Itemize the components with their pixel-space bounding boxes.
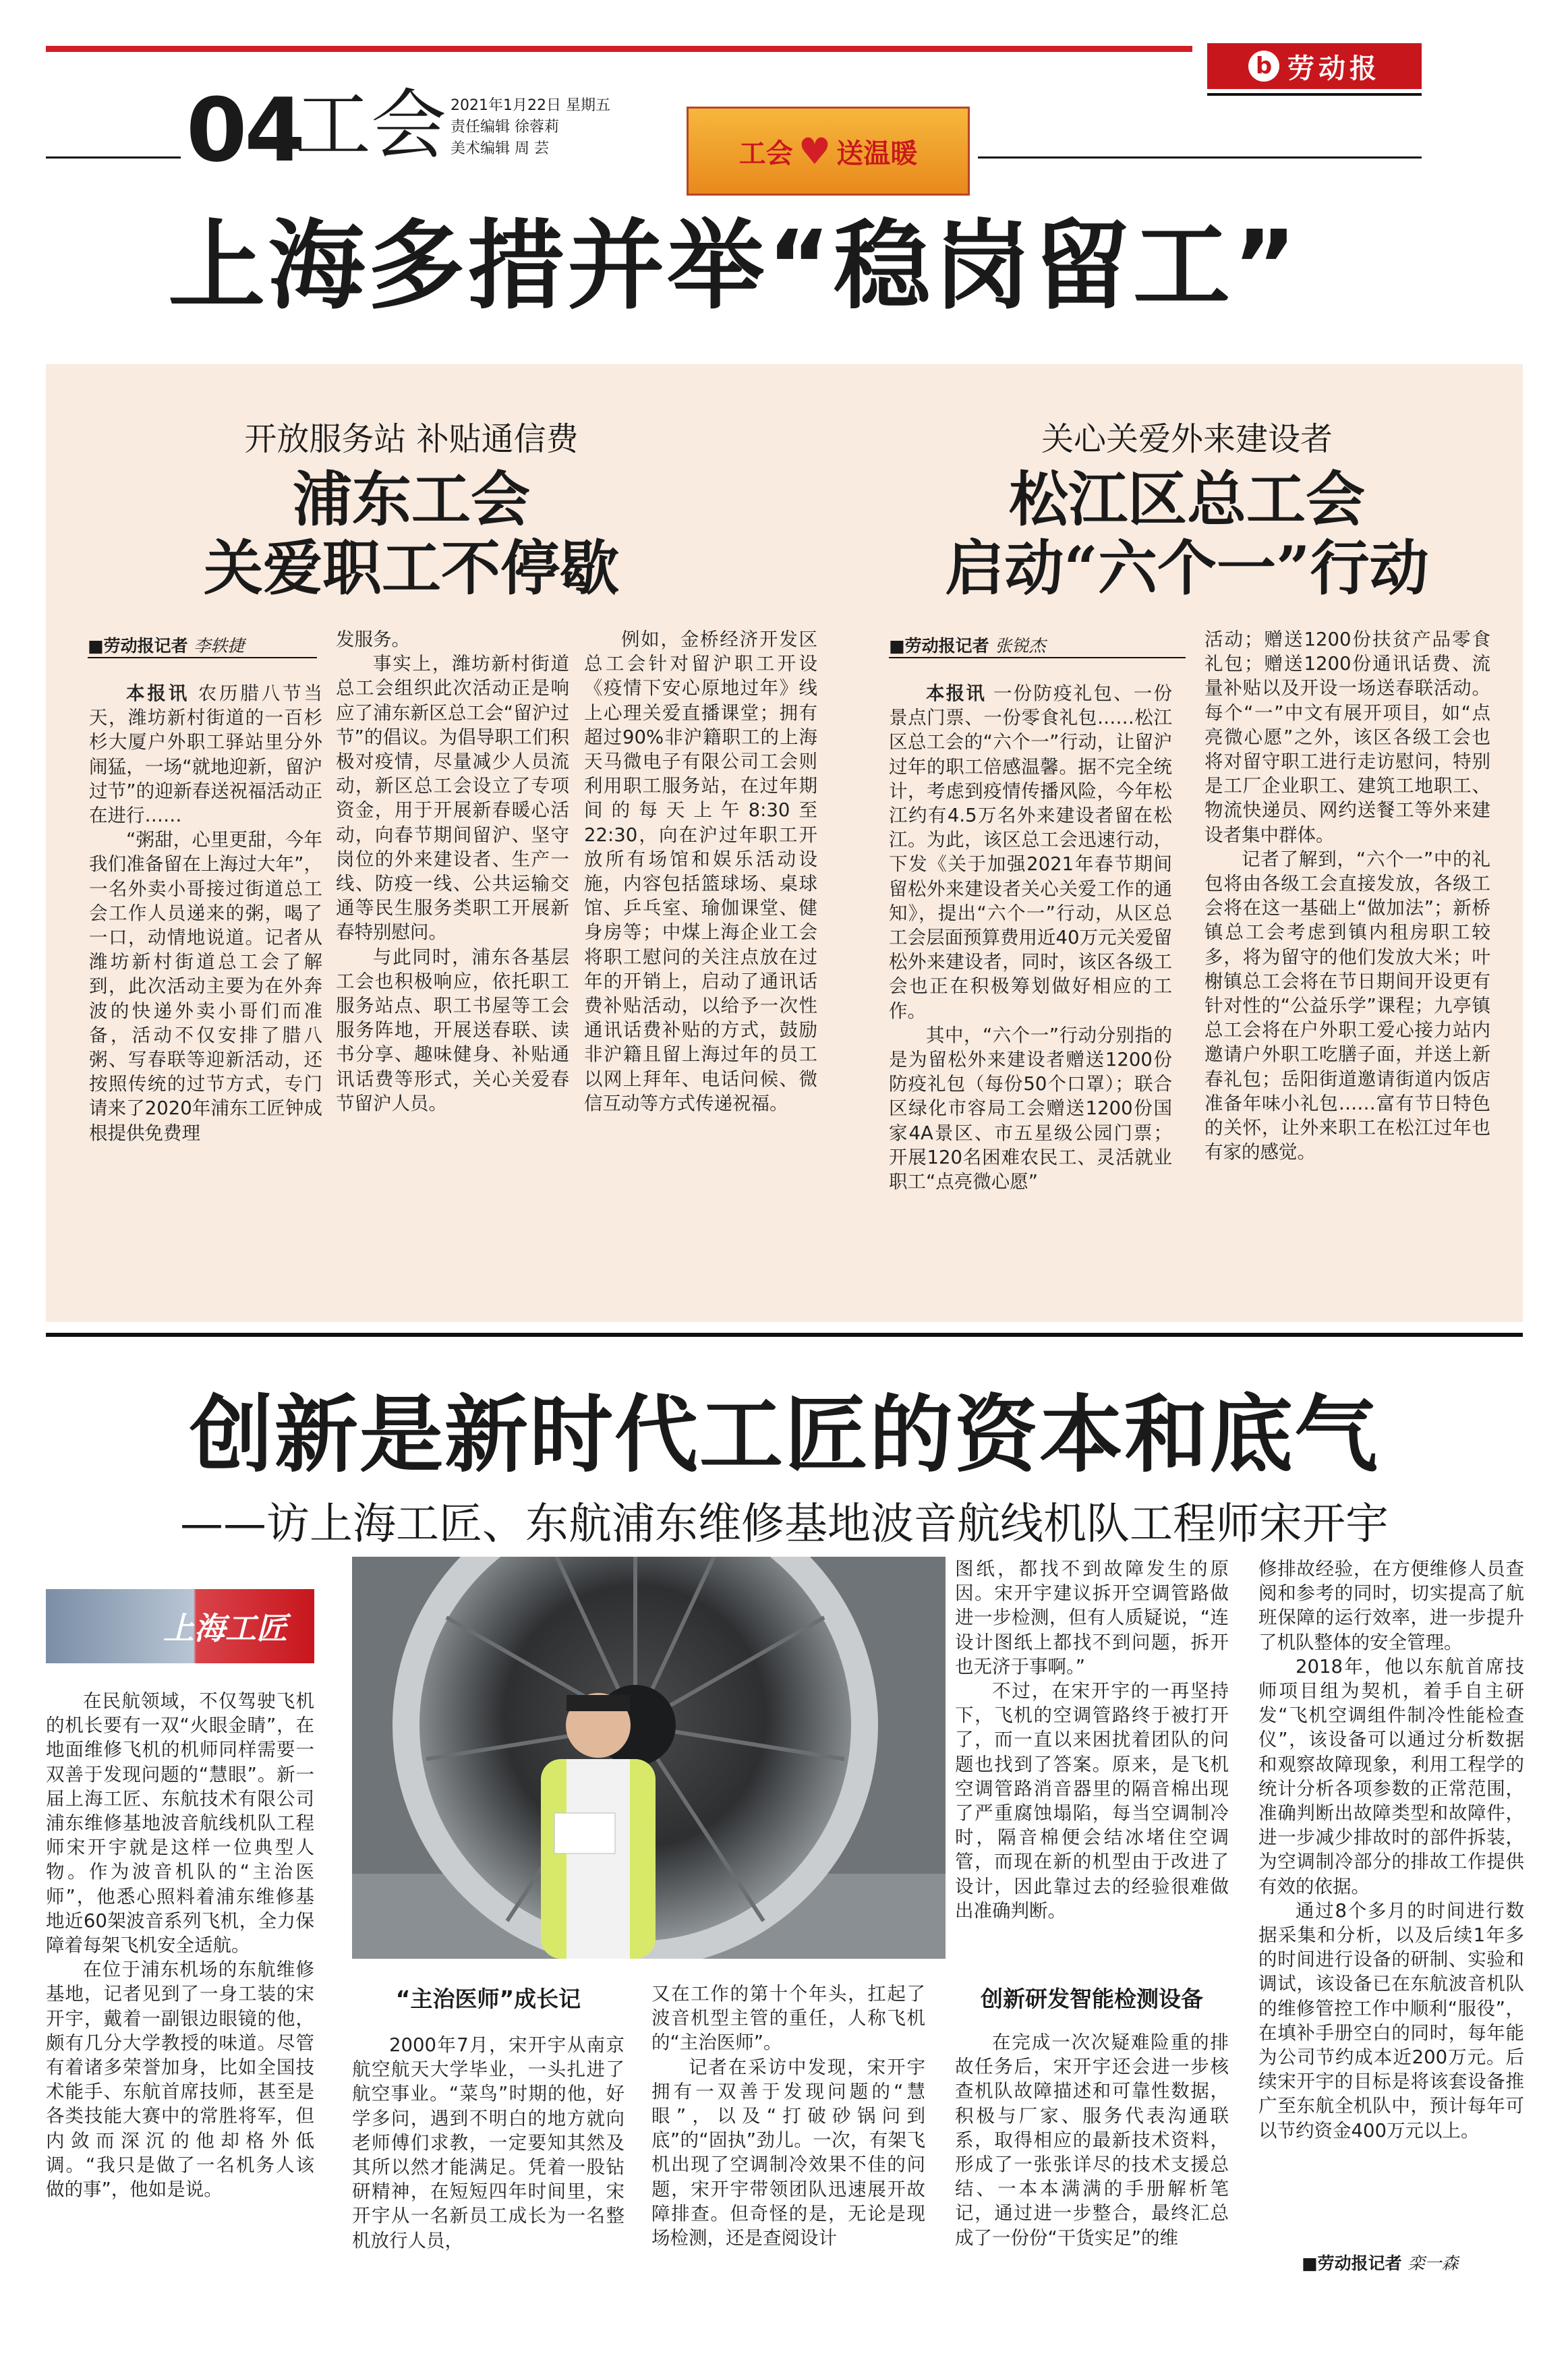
paragraph: 记者了解到，“六个一”中的礼包将由各级工会直接发放，各级工会将在这一基础上“做加法”；新桥镇总工会考虑到镇内租房职工较多，将为留守的他们发放大米；叶榭镇总工会将在节日期间开设更有针对性的“公益乐学”课程；九亭镇总工会将在户外职工爱心接力站内邀请户外职工吃膳子面，并送上新春礼包；岳阳街道邀请街道内饭店准备年味小礼包……富有节日特色的关怀，让外来职工在松江过年也有家的感觉。 <box>1204 848 1490 1163</box>
paragraph: 活动；赠送1200份扶贫产品零食礼包；赠送1200份通讯话费、流量补贴以及开设一场送春联活动。每个“一”中文有展开项目，如“点亮微心愿”之外，该区各级工会也将对留守职工进行走访慰问，特别是工厂企业职工、建筑工地职工、物流快递员、网约送餐工等外来建设者集中群体。 <box>1204 629 1490 846</box>
paragraph: 修排故经验，在方便维修人员查阅和参考的同时，切实提高了航班保障的运行效率，进一步提升了机队整体的安全管理。 <box>1258 1558 1524 1653</box>
issue-date: 2021年1月22日 星期五 <box>451 97 610 114</box>
section-name: 工会 <box>295 82 446 169</box>
right-story-title-line1: 松江区总工会 <box>1008 464 1365 534</box>
masthead-logo[interactable] <box>1207 43 1422 89</box>
dateline: 本报讯 <box>126 683 190 704</box>
paragraph: 本报讯 一份防疫礼包、一份景点门票、一份零食礼包……松江区总工会的“六个一”行动，让留沪过年的职工倍感温馨。据不完全统计，考虑到疫情传播风险，今年松江约有4.5万名外来建设者留在松江。为此，该区总工会迅速行动，下发《关于加强2021年春节期间留松外来建设者关心关爱工作的通知》，提出“六个一”行动，从区总工会层面预算费用近40万元关爱留松外来建设者，同时，该区各级工会也正在积极筹划做好相应的工作。 <box>889 683 1172 1022</box>
feature-col4-top <box>955 1557 1229 1960</box>
masthead-label: 劳动报 <box>1287 52 1381 84</box>
right-story-kicker: 关心关爱外来建设者 <box>1041 420 1333 458</box>
badge-label-left: 工会 <box>738 138 793 169</box>
section-divider <box>46 1333 1523 1337</box>
right-story-col2 <box>1204 627 1490 1302</box>
byline-rule <box>889 657 1186 658</box>
column-badge-label: 上海工匠 <box>163 1610 287 1646</box>
right-story-col1 <box>889 681 1172 1302</box>
feature-col2-heading: “主治医师”成长记 <box>395 1986 581 2012</box>
byline-label: ■劳动报记者 <box>889 636 989 656</box>
paragraph: 在位于浦东机场的东航维修基地，记者见到了一身工装的宋开宇，戴着一副银边眼镜的他，颇有几分大学教授的味道。尽管有着诸多荣誉加身，比如全国技术能手、东航首席技师，甚至是各类技能大赛中的常胜将军，但内敛而深沉的他却格外低调。“我只是做了一名机务人该做的事”，他如是说。 <box>46 1959 314 2201</box>
paragraph: 记者在采访中发现，宋开宇拥有一双善于发现问题的“慧眼”，以及“打破砂锅问到底”的“固执”劲儿。一次，有架飞机出现了空调制冷效果不佳的问题，宋开宇带领团队迅速展开故障排查。但奇怪的是，无论是现场检测，还是查阅设计 <box>651 2056 925 2249</box>
paragraph: 例如，金桥经济开发区总工会针对留沪职工开设《疫情下安心原地过年》线上心理关爱直播课堂；拥有超过90%非沪籍职工的上海天马微电子有限公司工会则利用职工服务站，在过年期间的每天上午8:30至22:30，向在沪过年职工开放所有场馆和娱乐活动设施，内容包括篮球场、桌球馆、乒乓室、瑜伽课堂、健身房等；中煤上海企业工会将职工慰问的关注点放在过年的开销上，启动了通讯话费补贴活动，以给予一次性通讯话费补贴的方式，鼓励非沪籍且留上海过年的员工以网上拜年、电话问候、微信互动等方式传递祝福。 <box>584 629 817 1114</box>
paragraph: 2018年，他以东航首席技师项目组为契机，着手自主研发“飞机空调组件制冷性能检查仪”，该设备可以通过分析数据和观察故障现象，利用工程学的统计分析各项参数的正常范围，准确判断出故障类型和故障件，进一步减少排故时的部件拆装，为空调制冷部分的排故工作提供有效的依据。 <box>1258 1655 1524 1897</box>
feature-col2 <box>352 2033 625 2282</box>
art-editor: 美术编辑 周 芸 <box>451 140 549 157</box>
header-left-rule <box>46 156 181 159</box>
left-story-title-line1: 浦东工会 <box>292 464 530 534</box>
responsible-editor: 责任编辑 徐蓉莉 <box>451 119 559 136</box>
byline-name: 李轶捷 <box>194 636 245 656</box>
feature-col3 <box>651 1982 925 2282</box>
byline-rule <box>88 657 317 658</box>
header-right-rule <box>978 156 1422 159</box>
feature-byline <box>1302 2250 1458 2274</box>
paragraph: 发服务。 <box>336 629 410 650</box>
badge-label-right: 送温暖 <box>836 138 918 169</box>
feature-subheadline: ——访上海工匠、东航浦东维修基地波音航线机队工程师宋开宇 <box>180 1499 1389 1549</box>
paragraph: 通过8个多月的时间进行数据采集和分析，以及后续1年多的时间进行设备的研制、实验和调试，该设备已在东航波音机队的维修管控工作中顺利“服役”，在填补手册空白的同时，每年能为公司节约成本近200万元。后续宋开宇的目标是将该套设备推广至东航全机队中，预计每年可以节约资金400万元以上。 <box>1258 1899 1524 2142</box>
byline-label: ■劳动报记者 <box>88 636 188 656</box>
byline-label: ■劳动报记者 <box>1302 2253 1402 2273</box>
paragraph: 不过，在宋开宇的一再坚持下，飞机的空调管路终于被打开了，而一直以来困扰着团队的问题也找到了答案。原来，是飞机空调管路消音器里的隔音棉出现了严重腐蚀塌陷，每当空调制冷时，隔音棉便会结冰堵住空调管，而现在新的机型由于改进了设计，因此靠过去的经验很难做出准确判断。 <box>955 1680 1229 1922</box>
paragraph: 与此同时，浦东各基层工会也积极响应，依托职工服务站点、职工书屋等工会服务阵地，开展送春联、读书分享、趣味健身、补贴通讯话费等形式，关心关爱春节留沪人员。 <box>336 946 569 1114</box>
shanghai-craftsman-column-badge <box>46 1589 314 1663</box>
left-story-byline <box>88 633 244 657</box>
paragraph: 在完成一次次疑难险重的排故任务后，宋开宇还会进一步核查机队故障描述和可靠性数据，积极与厂家、服务代表沟通联系，取得相应的最新技术资料，形成了一张张详尽的技术支援总结、一本本满满的手册解析笔记，通过进一步整合，最终汇总成了一份份“干货实足”的维 <box>955 2032 1229 2249</box>
top-red-rule <box>46 46 1192 52</box>
feature-col1 <box>46 1689 314 2282</box>
masthead-logo-icon: b <box>1248 51 1279 82</box>
feature-col5 <box>1258 1557 1524 2245</box>
page-number: 04 <box>186 79 303 181</box>
byline-name: 栾一森 <box>1407 2253 1459 2273</box>
aircraft-engine-illustration <box>352 1557 946 1959</box>
paragraph: 图纸，都找不到故障发生的原因。宋开宇建议拆开空调管路做进一步检测，但有人质疑说，“连设计图纸上都找不到问题，拆开也无济于事啊。” <box>955 1558 1229 1677</box>
paragraph: 在民航领域，不仅驾驶飞机的机长要有一双“火眼金睛”，在地面维修飞机的机师同样需要一双善于发现问题的“慧眼”。新一届上海工匠、东航技术有限公司浦东维修基地波音航线机队工程师宋开宇就是这样一位典型人物。作为波音机队的“主治医师”，他悉心照料着浦东维修基地近60架波音系列飞机，全力保障着每架飞机安全适航。 <box>46 1690 314 1957</box>
right-story-byline <box>889 633 1045 657</box>
left-story-kicker: 开放服务站 补贴通信费 <box>244 420 579 458</box>
lead-headline: 上海多措并举“稳岗留工” <box>168 209 1300 322</box>
left-story-col1 <box>89 681 322 1302</box>
engineer-photo <box>352 1557 946 1959</box>
masthead-underline <box>1207 93 1422 96</box>
byline-name: 张锐杰 <box>995 636 1046 656</box>
feature-col4-bottom <box>955 2030 1229 2282</box>
feature-headline: 创新是新时代工匠的资本和底气 <box>189 1386 1379 1484</box>
left-story-col2 <box>336 627 569 1302</box>
paragraph: 又在工作的第十个年头，扛起了波音机型主管的重任，人称飞机的“主治医师”。 <box>651 1983 925 2054</box>
left-story-title-line2: 关爱职工不停歇 <box>203 533 619 603</box>
paragraph: “粥甜，心里更甜，今年我们准备留在上海过大年”，一名外卖小哥接过街道总工会工作人员递来的粥，喝了一口，动情地说道。记者从潍坊新村街道总工会了解到，此次活动主要为在外奔波的快递外卖小哥们而准备，活动不仅安排了腊八粥、写春联等迎新活动，还按照传统的过节方式，专门请来了2020年浦东工匠钟成根提供免费理 <box>89 829 322 1144</box>
left-story-col3 <box>584 627 817 1302</box>
right-story-title-line2: 启动“六个一”行动 <box>945 533 1429 603</box>
paragraph: 本报讯 农历腊八节当天，潍坊新村街道的一百杉杉大厦户外职工驿站里分外闹猛，一场“就地迎新，留沪过节”的迎新春送祝福活动正在进行…… <box>89 683 322 827</box>
union-warmth-badge <box>687 107 970 196</box>
feature-col4-heading: 创新研发智能检测设备 <box>981 1986 1203 2012</box>
paragraph: 事实上，潍坊新村街道总工会组织此次活动正是响应了浦东新区总工会“留沪过节”的倡议。为倡导职工们积极对疫情，尽量减少人员流动，新区总工会设立了专项资金，用于开展新春暖心活动，向春节期间留沪、坚守岗位的外来建设者、生产一线、防疫一线、公共运输交通等民生服务类职工开展新春特别慰问。 <box>336 653 569 944</box>
heart-icon: ♥ <box>798 130 832 173</box>
paragraph: 其中，“六个一”行动分别指的是为留松外来建设者赠送1200份防疫礼包（每份50个口罩）；联合区绿化市容局工会赠送1200份国家4A景区、市五星级公园门票；开展120名困难农民工、灵活就业职工“点亮微心愿” <box>889 1024 1172 1193</box>
dateline: 本报讯 <box>926 683 987 704</box>
paragraph: 2000年7月，宋开宇从南京航空航天大学毕业，一头扎进了航空事业。“菜鸟”时期的他，好学多问，遇到不明白的地方就向老师傅们求教，一定要知其然及其所以然才能满足。凭着一股钻研精神，在短短四年时间里，宋开宇从一名新员工成长为一名整机放行人员， <box>352 2034 625 2251</box>
